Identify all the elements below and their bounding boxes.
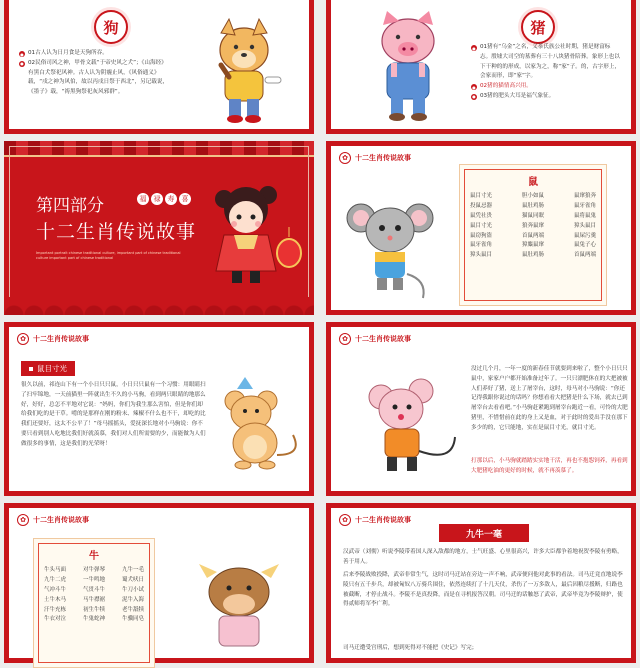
idiom-cell: 鼠屎污羹: [573, 232, 596, 239]
card-heading: 鼠: [528, 177, 538, 188]
card-heading: 牛: [89, 551, 99, 562]
idiom-cell: 泥牛入海: [121, 596, 144, 603]
idiom-cell: 气冲斗牛: [44, 586, 67, 593]
idiom-cell: 对牛弹琴: [82, 567, 105, 573]
pig-bullets: [471, 43, 621, 102]
idiom-cell: 鼠肚鸡肠: [521, 252, 544, 259]
slide-header: [17, 514, 89, 526]
header-label: 十二生肖传说故事: [355, 516, 411, 524]
idiom-cell: 狼奔鼠窜: [521, 222, 544, 229]
mouse-illustration: [207, 375, 307, 485]
story-ribbon-title: 九牛一毫: [439, 524, 529, 542]
story-paragraph: 后来李陵战败投降，武帝非常生气，这时司马迁站在旁边一声不响，武帝便问他对此事的看法。司马迁竟直地说李陵只有五千步兵，却被匈奴八万骑兵围住，依然连续打了十几天仗，杀伤了一万多敌人，最后因粮尽援断，归路也被截断，才停止战斗。李陵不是真投降，而是在寻机报答汉朝。司马迁的话触怒了武帝，武帝毕竟为李陵辩护，使得贰师将军李广利。: [343, 572, 623, 608]
idiom-cell: 投鼠忌器: [470, 202, 493, 209]
rat-illustration: [345, 194, 435, 304]
slide-story-rat-continued[interactable]: [326, 322, 636, 496]
blessing-icon: 禄: [151, 193, 163, 205]
zodiac-logo-icon: ✿: [339, 514, 351, 526]
zodiac-logo-icon: ✿: [339, 333, 351, 345]
section-english: Important portrait chinese traditional culture, important part of chinese traditional culture important part of chinese traditional: [36, 251, 181, 260]
pig-illustration: [363, 9, 453, 131]
idiom-cell: 鼠兔子心: [573, 242, 596, 249]
idiom-cell: 首鼠两端: [521, 232, 544, 239]
idiom-cell: 初生牛犊: [82, 606, 105, 613]
blessing-icon: 喜: [179, 193, 191, 205]
idiom-cell: 首鼠两端: [573, 252, 596, 259]
zodiac-logo-icon: ✿: [17, 514, 29, 526]
slide-header: [339, 514, 411, 526]
idiom-cell: 牛头马面: [44, 567, 67, 573]
slide-pig[interactable]: [326, 0, 636, 134]
idiom-cell: 老牛舐犊: [121, 606, 144, 613]
idiom-cell: 蜀犬吠日: [121, 576, 144, 583]
slide-ox-story[interactable]: [326, 503, 636, 663]
idiom-cell: 鼠目寸光: [470, 222, 493, 229]
header-label: 十二生肖传说故事: [355, 154, 411, 162]
wave-decoration: [4, 297, 314, 315]
idiom-cell: 鼠将鼠鬼: [573, 212, 596, 219]
idiom-cell: 鼠牙雀角: [470, 242, 493, 249]
rat-orange-illustration: [357, 367, 467, 487]
story-paragraph: 汉武帝（刘彻）听说李陵带着国人深入敌都的地方，士气旺盛、心里很高兴，许多大臣都争着地祝贺李陵有勇略，善于用人。: [343, 549, 623, 565]
dog-illustration: [199, 15, 289, 133]
zodiac-badge: 猪: [521, 10, 555, 44]
idiom-cell: 獐头鼠目: [470, 252, 493, 259]
slide-section-title[interactable]: [4, 141, 314, 315]
blessing-icon: 福: [137, 193, 149, 205]
story-conclusion: 打那以后，小马驹就踏踏实实地干活，再也不抱怨饲养，再看到大肥猪吃油的更好的时候，就不再羡慕了。: [471, 458, 628, 474]
idiom-cell: 鼠凭社贵: [470, 212, 493, 219]
idiom-cell: 一牛鸣地: [82, 576, 105, 583]
idiom-cell: 牛刀小试: [121, 586, 144, 593]
idiom-cell: 九牛二虎: [44, 576, 67, 583]
idiom-cell: 马牛襟裾: [82, 596, 105, 603]
zodiac-logo-icon: ✿: [17, 333, 29, 345]
idiom-cell: 鼠目寸光: [470, 193, 493, 199]
header-label: 十二生肖传说故事: [33, 516, 89, 524]
zodiac-logo-icon: ✿: [339, 152, 351, 164]
idiom-cell: 土牛木马: [44, 596, 67, 603]
list-item: ● 01猪有“乌金”之名，义茶氏族公社时期，猪是财富标志。殷墟大司空的墓葬有三十八块猪骨陪葬。象形上也以下干种的的形成，以家为之，称“家”子。的，古字形上，会家而形，即“家”字。: [472, 44, 621, 80]
story-tag: 鼠目寸光: [21, 361, 75, 376]
story-paragraph: 司马迁遭受宫刑后，想到死得对不能把《史记》写完；: [343, 645, 478, 651]
slide-header: [339, 333, 411, 345]
slide-header: [17, 333, 89, 345]
idiom-cell: 九牛一毛: [121, 567, 144, 573]
story-paragraph: 没过几个月，一年一度的新春佳节就要到来啦了，整个小日只只鼠中，家家户户都开始准备过年了。一只只漂肥休在的大把被被人们养好了猪，送上了屠宰台，这时，母马对小马驹说：“你还记得我跟你说过的话吗？你想看看大把猪是什么下场，就去已到屠宰台去看看吧。”小马驹赶紧跑到屠宰台跑近一看，可怜的大肥猪里，不惜惜前在此的身上又是血，对于此时的爱出手没在那下多少的的，它只能地，实在是鼠目寸光，就目寸光。: [471, 366, 628, 431]
idiom-cell: 气贯斗牛: [82, 586, 105, 593]
blessing-icon: 寿: [165, 193, 177, 205]
idiom-cell: 牛衣对泣: [44, 616, 67, 623]
ox-illustration: [189, 558, 289, 658]
zodiac-badge: 狗: [94, 10, 128, 44]
header-label: 十二生肖传说故事: [33, 335, 89, 343]
list-item: ● 02民俗司风之神，甲骨文载“于帝史风之犬”；《山海经》有黑白犬祭祀风神。古人认为阴霾止风，《风俗通义》载，“戌之神为风伯，故以丙戌日祭于西北”，另记载说，《墨子》载，“祷黑狗祭祀灰风邪群”。: [20, 59, 169, 96]
idiom-cell: 鼠窜狼奔: [573, 193, 596, 199]
idiom-cell: 汗牛充栋: [44, 606, 67, 613]
slide-header: [339, 152, 411, 164]
girl-illustration: [204, 173, 304, 293]
slide-rat-idioms[interactable]: [326, 141, 636, 315]
idiom-cell: 鼠肚鸡肠: [521, 202, 544, 209]
idiom-card: [33, 538, 155, 668]
slide-ox-idioms[interactable]: [4, 503, 314, 663]
section-title: 十二生肖传说故事: [36, 221, 197, 243]
dog-bullets: [19, 49, 171, 98]
list-item: ● 01古人认为日月食是天狗所吞。: [20, 50, 108, 57]
blessing-icons: [137, 193, 191, 205]
header-label: 十二生肖传说故事: [355, 335, 411, 343]
slide-story-rat[interactable]: [4, 322, 314, 496]
idiom-cell: 牛骥同皂: [121, 616, 144, 623]
idiom-cell: 胆小如鼠: [521, 193, 544, 199]
slide-dog[interactable]: [4, 0, 314, 134]
idiom-cell: 獐麋鼠窜: [521, 242, 544, 249]
list-item: ● 03猪的肥头大耳是福气象征。: [472, 92, 555, 100]
list-item: ● 02猪的猫情高兴用。: [472, 83, 532, 90]
idiom-cell: 鼠牙雀角: [573, 202, 596, 209]
idiom-card: [459, 164, 607, 306]
idiom-cell: 猫鼠同眠: [521, 212, 544, 219]
idiom-cell: 鼠窃狗盗: [470, 232, 493, 239]
idiom-cell: 牛鬼蛇神: [82, 616, 105, 623]
idiom-cell: 獐头鼠目: [573, 222, 596, 229]
story-paragraph: 很久以前，祁连山下有一个小日只只鼠，小日只只鼠有一个习惯：用眼睛扫了扫牢锦地，一天前猫里一阵就出生不久的小马驹，看到两只眼睛的地那么好，好好，总怎不平地对它说：“妈妈，你们为我生那么害怕，但是你们却给我们吃的是干草。啃的是那样在刚的粉末、辣椒不什么也不干，却吃的比我们还要好，这太不公平了！”母马摇摇头，爱抚深长地对小马驹说：你不要只看到别人吃地比我们好就羡慕，我们对人们所需要的少，而能做为人们做很多的事情，这是我们的光荣呀！: [21, 382, 206, 447]
section-part-label: 第四部分: [36, 196, 104, 216]
